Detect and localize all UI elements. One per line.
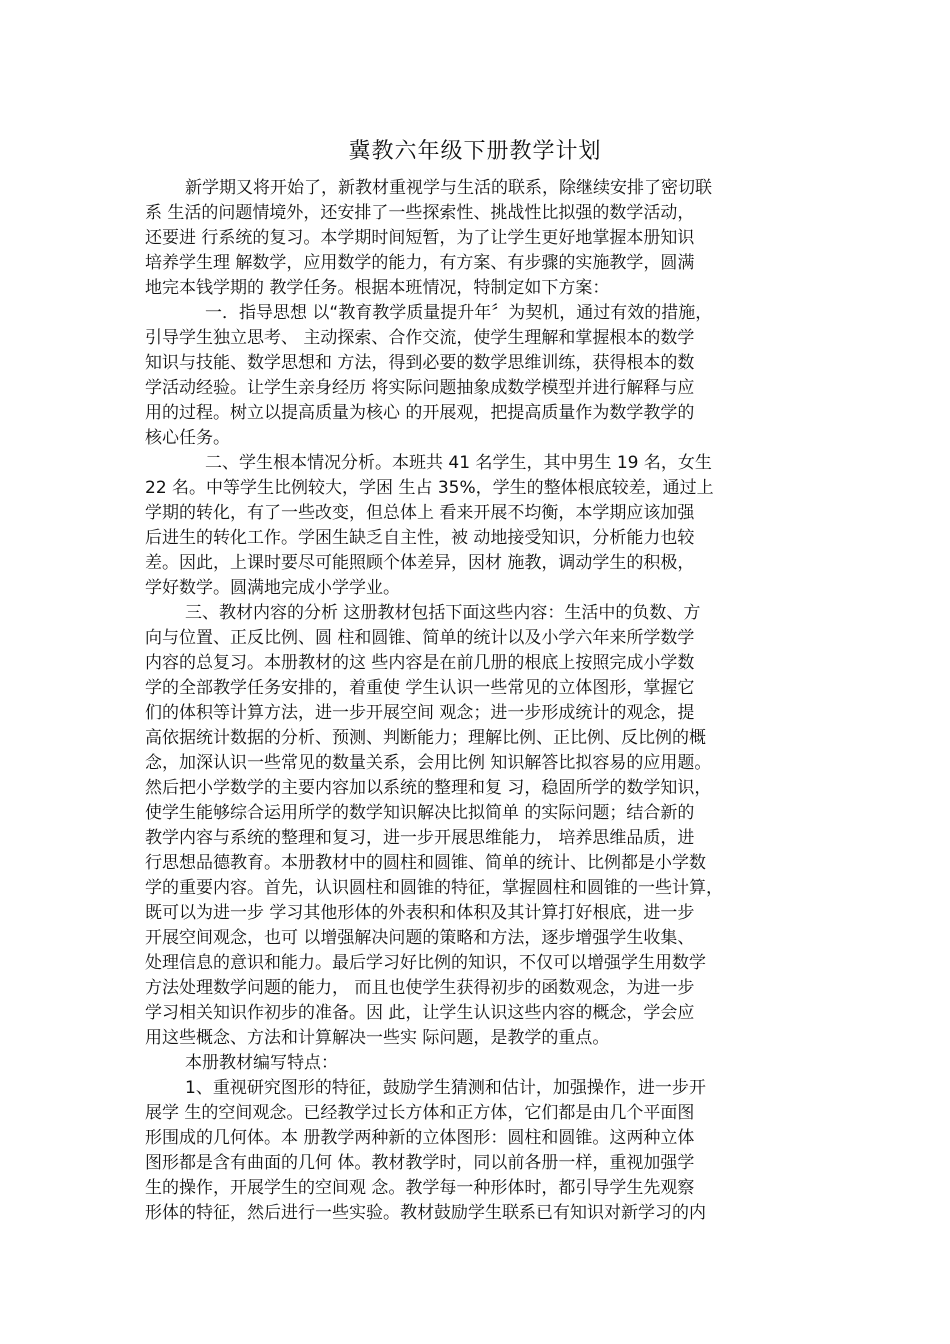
text-line: 系 生活的问题情境外，还安排了一些探索性、挑战性比拟强的数学活动，	[145, 203, 695, 223]
text-line: 知识与技能、数学思想和 方法，得到必要的数学思维训练，获得根本的数	[145, 353, 695, 373]
text-line: 使学生能够综合运用所学的数学知识解决比拟简单 的实际问题；结合新的	[145, 803, 695, 823]
text-line: 还要进 行系统的复习。本学期时间短暂，为了让学生更好地掌握本册知识	[145, 228, 695, 248]
document-title: 冀教六年级下册教学计划	[348, 139, 602, 164]
text-line: 地完本钱学期的 教学任务。根据本班情况，特制定如下方案：	[145, 278, 610, 298]
text-line: 然后把小学数学的主要内容加以系统的整理和复 习，稳固所学的数学知识，	[145, 778, 712, 798]
text-line: 方法处理数学问题的能力， 而且也使学生获得初步的函数观念，为进一步	[145, 978, 695, 998]
text-line: 本册教材编写特点：	[185, 1053, 338, 1073]
text-line: 学活动经验。让学生亲身经历 将实际问题抽象成数学模型并进行解释与应	[145, 378, 695, 398]
text-line: 处理信息的意识和能力。最后学习好比例的知识，不仅可以增强学生用数学	[145, 953, 706, 973]
text-line: 培养学生理 解数学，应用数学的能力，有方案、有步骤的实施教学，圆满	[145, 253, 695, 273]
text-line: 形围成的几何体。本 册教学两种新的立体图形：圆柱和圆锥。这两种立体	[145, 1128, 695, 1148]
text-line: 学好数学。圆满地完成小学学业。	[145, 578, 400, 598]
text-line: 图形都是含有曲面的几何 体。教材教学时，同以前各册一样，重视加强学	[145, 1153, 695, 1173]
text-line: 形体的特征，然后进行一些实验。教材鼓励学生联系已有知识对新学习的内	[145, 1203, 706, 1223]
text-line: 二、学生根本情况分析。本班共 41 名学生，其中男生 19 名，女生	[205, 453, 712, 473]
text-line: 用这些概念、方法和计算解决一些实 际问题，是教学的重点。	[145, 1028, 610, 1048]
text-line: 向与位置、正反比例、圆 柱和圆锥、简单的统计以及小学六年来所学数学	[145, 628, 695, 648]
text-line: 1、重视研究图形的特征，鼓励学生猜测和估计，加强操作，进一步开	[185, 1078, 706, 1098]
text-line: 内容的总复习。本册教材的这 些内容是在前几册的根底上按照完成小学数	[145, 653, 695, 673]
text-line: 开展空间观念，也可 以增强解决问题的策略和方法，逐步增强学生收集、	[145, 928, 695, 948]
text-line: 一．指导思想 以“教育教学质量提升年〞为契机，通过有效的措施，	[205, 303, 713, 323]
text-line: 既可以为进一步 学习其他形体的外表积和体积及其计算打好根底，进一步	[145, 903, 695, 923]
text-line: 学的全部教学任务安排的，着重使 学生认识一些常见的立体图形，掌握它	[145, 678, 695, 698]
text-line: 展学 生的空间观念。已经教学过长方体和正方体，它们都是由几个平面图	[145, 1103, 695, 1123]
text-line: 教学内容与系统的整理和复习，进一步开展思维能力， 培养思维品质，进	[145, 828, 695, 848]
text-line: 学的重要内容。首先，认识圆柱和圆锥的特征，掌握圆柱和圆锥的一些计算，	[145, 878, 723, 898]
text-line: 行思想品德教育。本册教材中的圆柱和圆锥、简单的统计、比例都是小学数	[145, 853, 706, 873]
text-line: 学期的转化，有了一些改变，但总体上 看来开展不均衡，本学期应该加强	[145, 503, 695, 523]
text-line: 引导学生独立思考、 主动探索、合作交流，使学生理解和掌握根本的数学	[145, 328, 695, 348]
text-line: 们的体积等计算方法，进一步开展空间 观念；进一步形成统计的观念，提	[145, 703, 695, 723]
text-line: 学习相关知识作初步的准备。因 此，让学生认识这些内容的概念，学会应	[145, 1003, 695, 1023]
text-line: 念，加深认识一些常见的数量关系，会用比例 知识解答比拟容易的应用题。	[145, 753, 712, 773]
text-line: 差。因此，上课时要尽可能照顾个体差异，因材 施教，调动学生的积极，	[145, 553, 695, 573]
text-line: 核心任务。	[145, 428, 230, 448]
text-line: 高依据统计数据的分析、预测、判断能力；理解比例、正比例、反比例的概	[145, 728, 706, 748]
text-line: 新学期又将开始了，新教材重视学与生活的联系，除继续安排了密切联	[185, 178, 712, 198]
text-line: 22 名。中等学生比例较大，学困 生占 35%，学生的整体根底较差，通过上	[145, 478, 714, 498]
text-line: 用的过程。树立以提高质量为核心 的开展观，把提高质量作为数学教学的	[145, 403, 695, 423]
text-line: 三、教材内容的分析 这册教材包括下面这些内容：生活中的负数、方	[185, 603, 701, 623]
text-line: 后进生的转化工作。学困生缺乏自主性，被 动地接受知识，分析能力也较	[145, 528, 695, 548]
text-line: 生的操作，开展学生的空间观 念。教学每一种形体时，都引导学生先观察	[145, 1178, 695, 1198]
document-body	[145, 176, 825, 1226]
